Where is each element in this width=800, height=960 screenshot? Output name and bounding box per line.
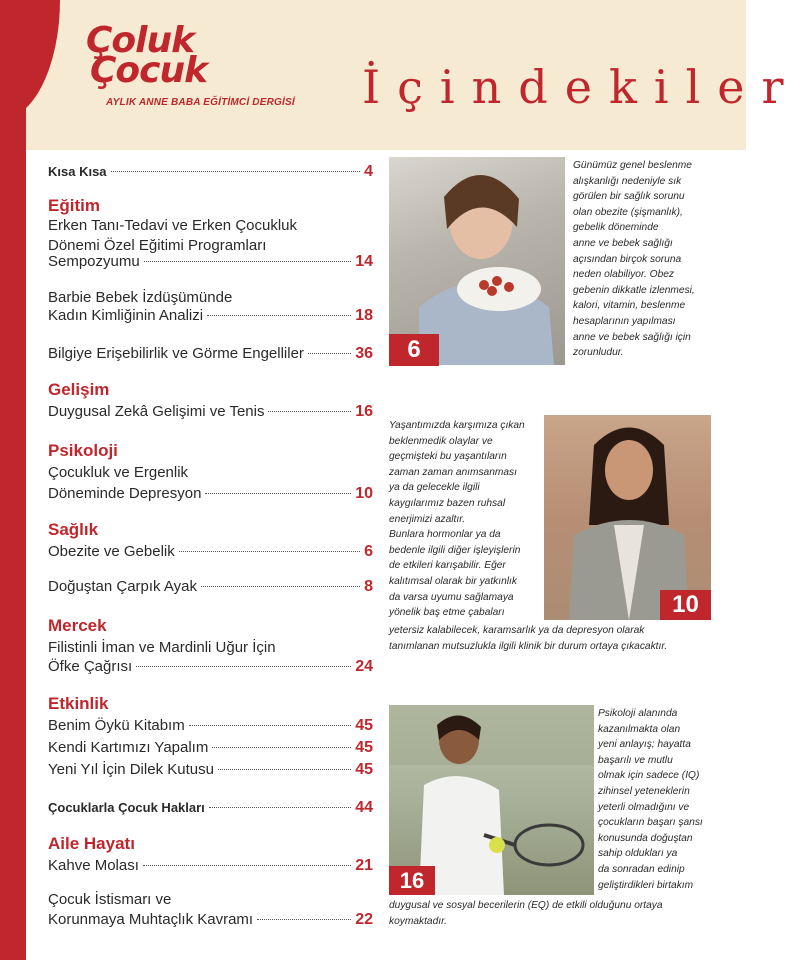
blurb-line: da varsa uyumu sağlamaya (389, 591, 514, 603)
toc-page-number: 24 (355, 658, 373, 675)
blurb-line: duygusal ve sosyal becerilerin (EQ) de etkili olduğunu ortaya (389, 900, 663, 911)
toc-page-number: 22 (355, 911, 373, 928)
blurb-line: da sonradan edinip (598, 863, 685, 875)
blurb-line: sahip oldukları ya (598, 848, 678, 860)
toc-entry-sempozyum[interactable] (48, 252, 373, 272)
blurb-line: çocukların başarı şansı (598, 817, 703, 829)
page-title: İçindekiler (362, 60, 800, 114)
dot-leader (209, 807, 351, 808)
toc-entry-label: Sempozyumu (48, 253, 140, 270)
toc-entry-label: Duygusal Zekâ Gelişimi ve Tenis (48, 403, 265, 420)
blurb-line: yetersiz kalabilecek, karamsarlık ya da depresyon olarak (389, 625, 645, 636)
section-heading-gelisim: Gelişim (48, 380, 110, 399)
section-heading-psikoloji: Psikoloji (48, 441, 118, 460)
toc-page-number: 18 (355, 307, 373, 324)
feature-blurb-eq (598, 706, 743, 893)
toc-entry-label: Kahve Molası (48, 857, 139, 874)
blurb-line: gebelik döneminde (573, 222, 659, 234)
blurb-line: olmak için sadece (IQ) (598, 770, 700, 782)
blurb-line: kazanılmakta olan (598, 723, 681, 735)
toc-entry-dilek-kutusu[interactable] (48, 760, 373, 780)
toc-entry-depresyon[interactable] (48, 484, 373, 504)
feature-page-badge-16: 16 (389, 866, 435, 895)
blurb-line: zaman zaman anımsanması (389, 466, 517, 478)
toc-page-number: 21 (355, 857, 373, 874)
toc-page-number: 14 (355, 253, 373, 270)
left-accent-bar (0, 0, 26, 960)
toc-page-number: 8 (364, 578, 373, 595)
toc-entry-kahve-molasi[interactable] (48, 856, 373, 876)
blurb-line: Yaşantımızda karşımıza çıkan (389, 420, 525, 431)
blurb-line: Bunlara hormonlar ya da (389, 529, 501, 541)
section-heading-mercek: Mercek (48, 616, 107, 635)
feature-blurb-eq-tail (389, 898, 729, 929)
blurb-line: Psikoloji alanında (598, 708, 678, 719)
toc-entry-label: Benim Öykü Kitabım (48, 717, 185, 734)
toc-entry-line: Barbie Bebek İzdüşümünde (48, 289, 233, 306)
toc-entry-carpik-ayak[interactable] (48, 577, 373, 597)
feature-blurb-depresyon (389, 418, 539, 621)
toc-entry-gorme-engelliler[interactable] (48, 344, 373, 364)
blurb-line: zihinsel yeteneklerin (598, 785, 690, 797)
blurb-line: de etkileri karışabilir. Eğer (389, 560, 506, 572)
blurb-line: tanımlanan mutsuzlukla ilgili klinik bir durum ortaya çıkacaktır. (389, 640, 668, 652)
logo-line-2: Çocuk (90, 50, 208, 91)
toc-entry-label: Döneminde Depresyon (48, 485, 202, 502)
toc-page-number: 45 (355, 761, 373, 778)
blurb-line: Günümüz genel beslenme (573, 160, 692, 171)
toc-entry-label: Korunmaya Muhtaçlık Kavramı (48, 911, 254, 928)
blurb-line: gebenin dikkatle izlenmesi, (573, 284, 695, 296)
feature-blurb-obezite (573, 158, 735, 361)
feature-blurb-depresyon-tail (389, 623, 729, 654)
toc-page-number: 45 (355, 739, 373, 756)
dot-leader (207, 315, 351, 316)
blurb-line: konusunda doğuştan (598, 832, 693, 844)
toc-entry-line: Dönemi Özel Eğitimi Programları (48, 237, 267, 254)
blurb-line: bedenle ilgili diğer işleyişlerin (389, 544, 521, 556)
blurb-line: alışkanlığı nedeniyle sık (573, 175, 682, 187)
toc-page-number: 16 (355, 403, 373, 420)
dot-leader (136, 666, 351, 667)
blurb-line: anne ve bebek sağlığı için (573, 331, 691, 343)
toc-entry-label: Kadın Kimliğinin Analizi (48, 307, 204, 324)
feature-page-badge-10: 10 (660, 590, 711, 620)
toc-page-number: 45 (355, 717, 373, 734)
toc-entry-duygusal-zeka[interactable] (48, 402, 373, 422)
logo-line-1: Çoluk (86, 20, 195, 61)
blurb-line: hesaplarının yapılması (573, 315, 676, 327)
magazine-logo (86, 20, 208, 91)
toc-entry-label: Çocuklarla Çocuk Hakları (48, 800, 205, 815)
blurb-line: geçmişteki bu yaşantıların (389, 451, 507, 463)
dot-leader (189, 725, 351, 726)
toc-entry-label: Kendi Kartımızı Yapalım (48, 739, 209, 756)
blurb-line: yönelik baş etme çabaları (389, 607, 505, 619)
section-heading-egitim: Eğitim (48, 196, 100, 215)
section-heading-etkinlik: Etkinlik (48, 694, 109, 713)
toc-entry-line: Çocukluk ve Ergenlik (48, 464, 189, 481)
dot-leader (179, 551, 360, 552)
toc-page-number: 4 (364, 163, 373, 180)
dot-leader (257, 919, 351, 920)
dot-leader (143, 865, 351, 866)
logo-tagline: AYLIK ANNE BABA EĞİTİMCİ DERGİSİ (106, 97, 295, 108)
blurb-line: enerjimizi azaltır. (389, 513, 466, 525)
blurb-line: zorunludur. (573, 347, 624, 359)
toc-entry-label: Doğuştan Çarpık Ayak (48, 578, 197, 595)
toc-page-number: 44 (355, 799, 373, 816)
dot-leader (201, 586, 360, 587)
toc-page-number: 36 (355, 345, 373, 362)
dot-leader (268, 411, 351, 412)
toc-entry-label: Öfke Çağrısı (48, 658, 133, 675)
blurb-line: başarılı ve mutlu (598, 754, 673, 766)
blurb-line: neden olabiliyor. Obez (573, 269, 674, 281)
toc-entry-label: Bilgiye Erişebilirlik ve Görme Engelliler (48, 345, 304, 362)
dot-leader (111, 171, 361, 172)
dot-leader (144, 261, 351, 262)
toc-entry-kart[interactable] (48, 738, 373, 758)
toc-page-number: 10 (355, 485, 373, 502)
blurb-line: görülen bir sağlık sorunu (573, 191, 685, 203)
toc-entry-label: Kısa Kısa (48, 164, 107, 179)
blurb-line: geliştirdikleri birtakım (598, 879, 694, 891)
toc-entry-oyku-kitabi[interactable] (48, 716, 373, 736)
blurb-line: yeni anlayış; hayatta (598, 739, 691, 751)
blurb-line: beklenmedik olaylar ve (389, 435, 493, 447)
toc-entry-kisa-kisa[interactable] (48, 162, 373, 182)
toc-entry-obezite[interactable] (48, 542, 373, 562)
toc-entry-ofke-cagrisi[interactable] (48, 657, 373, 677)
feature-page-badge-6: 6 (389, 334, 439, 366)
blurb-line: açısından birçok soruna (573, 253, 682, 265)
toc-entry-label: Yeni Yıl İçin Dilek Kutusu (48, 761, 214, 778)
toc-entry-label: Obezite ve Gebelik (48, 543, 175, 560)
toc-entry-barbie[interactable] (48, 306, 373, 326)
toc-entry-line: Çocuk İstismarı ve (48, 891, 172, 908)
blurb-line: kaygılarımız bazen ruhsal (389, 497, 506, 509)
toc-entry-line: Erken Tanı-Tedavi ve Erken Çocukluk (48, 217, 298, 234)
blurb-line: olan obezite (şişmanlık), (573, 206, 683, 218)
dot-leader (212, 747, 351, 748)
dot-leader (205, 493, 351, 494)
toc-entry-istismar[interactable] (48, 910, 373, 930)
blurb-line: kalori, vitamin, beslenme (573, 300, 686, 312)
blurb-line: yeterli olmadığını ve (598, 801, 690, 813)
toc-entry-cocuk-haklari[interactable] (48, 798, 373, 818)
section-heading-saglik: Sağlık (48, 520, 99, 539)
blurb-line: koymaktadır. (389, 915, 447, 927)
toc-page-number: 6 (364, 543, 373, 560)
toc-entry-line: Filistinli İman ve Mardinli Uğur İçin (48, 639, 276, 656)
dot-leader (218, 769, 351, 770)
section-heading-aile-hayati: Aile Hayatı (48, 834, 135, 853)
blurb-line: anne ve bebek sağlığı (573, 237, 673, 249)
dot-leader (308, 353, 351, 354)
blurb-line: kalıtımsal olarak bir yatkınlık (389, 575, 517, 587)
blurb-line: ya da gelecekle ilgili (389, 482, 480, 494)
